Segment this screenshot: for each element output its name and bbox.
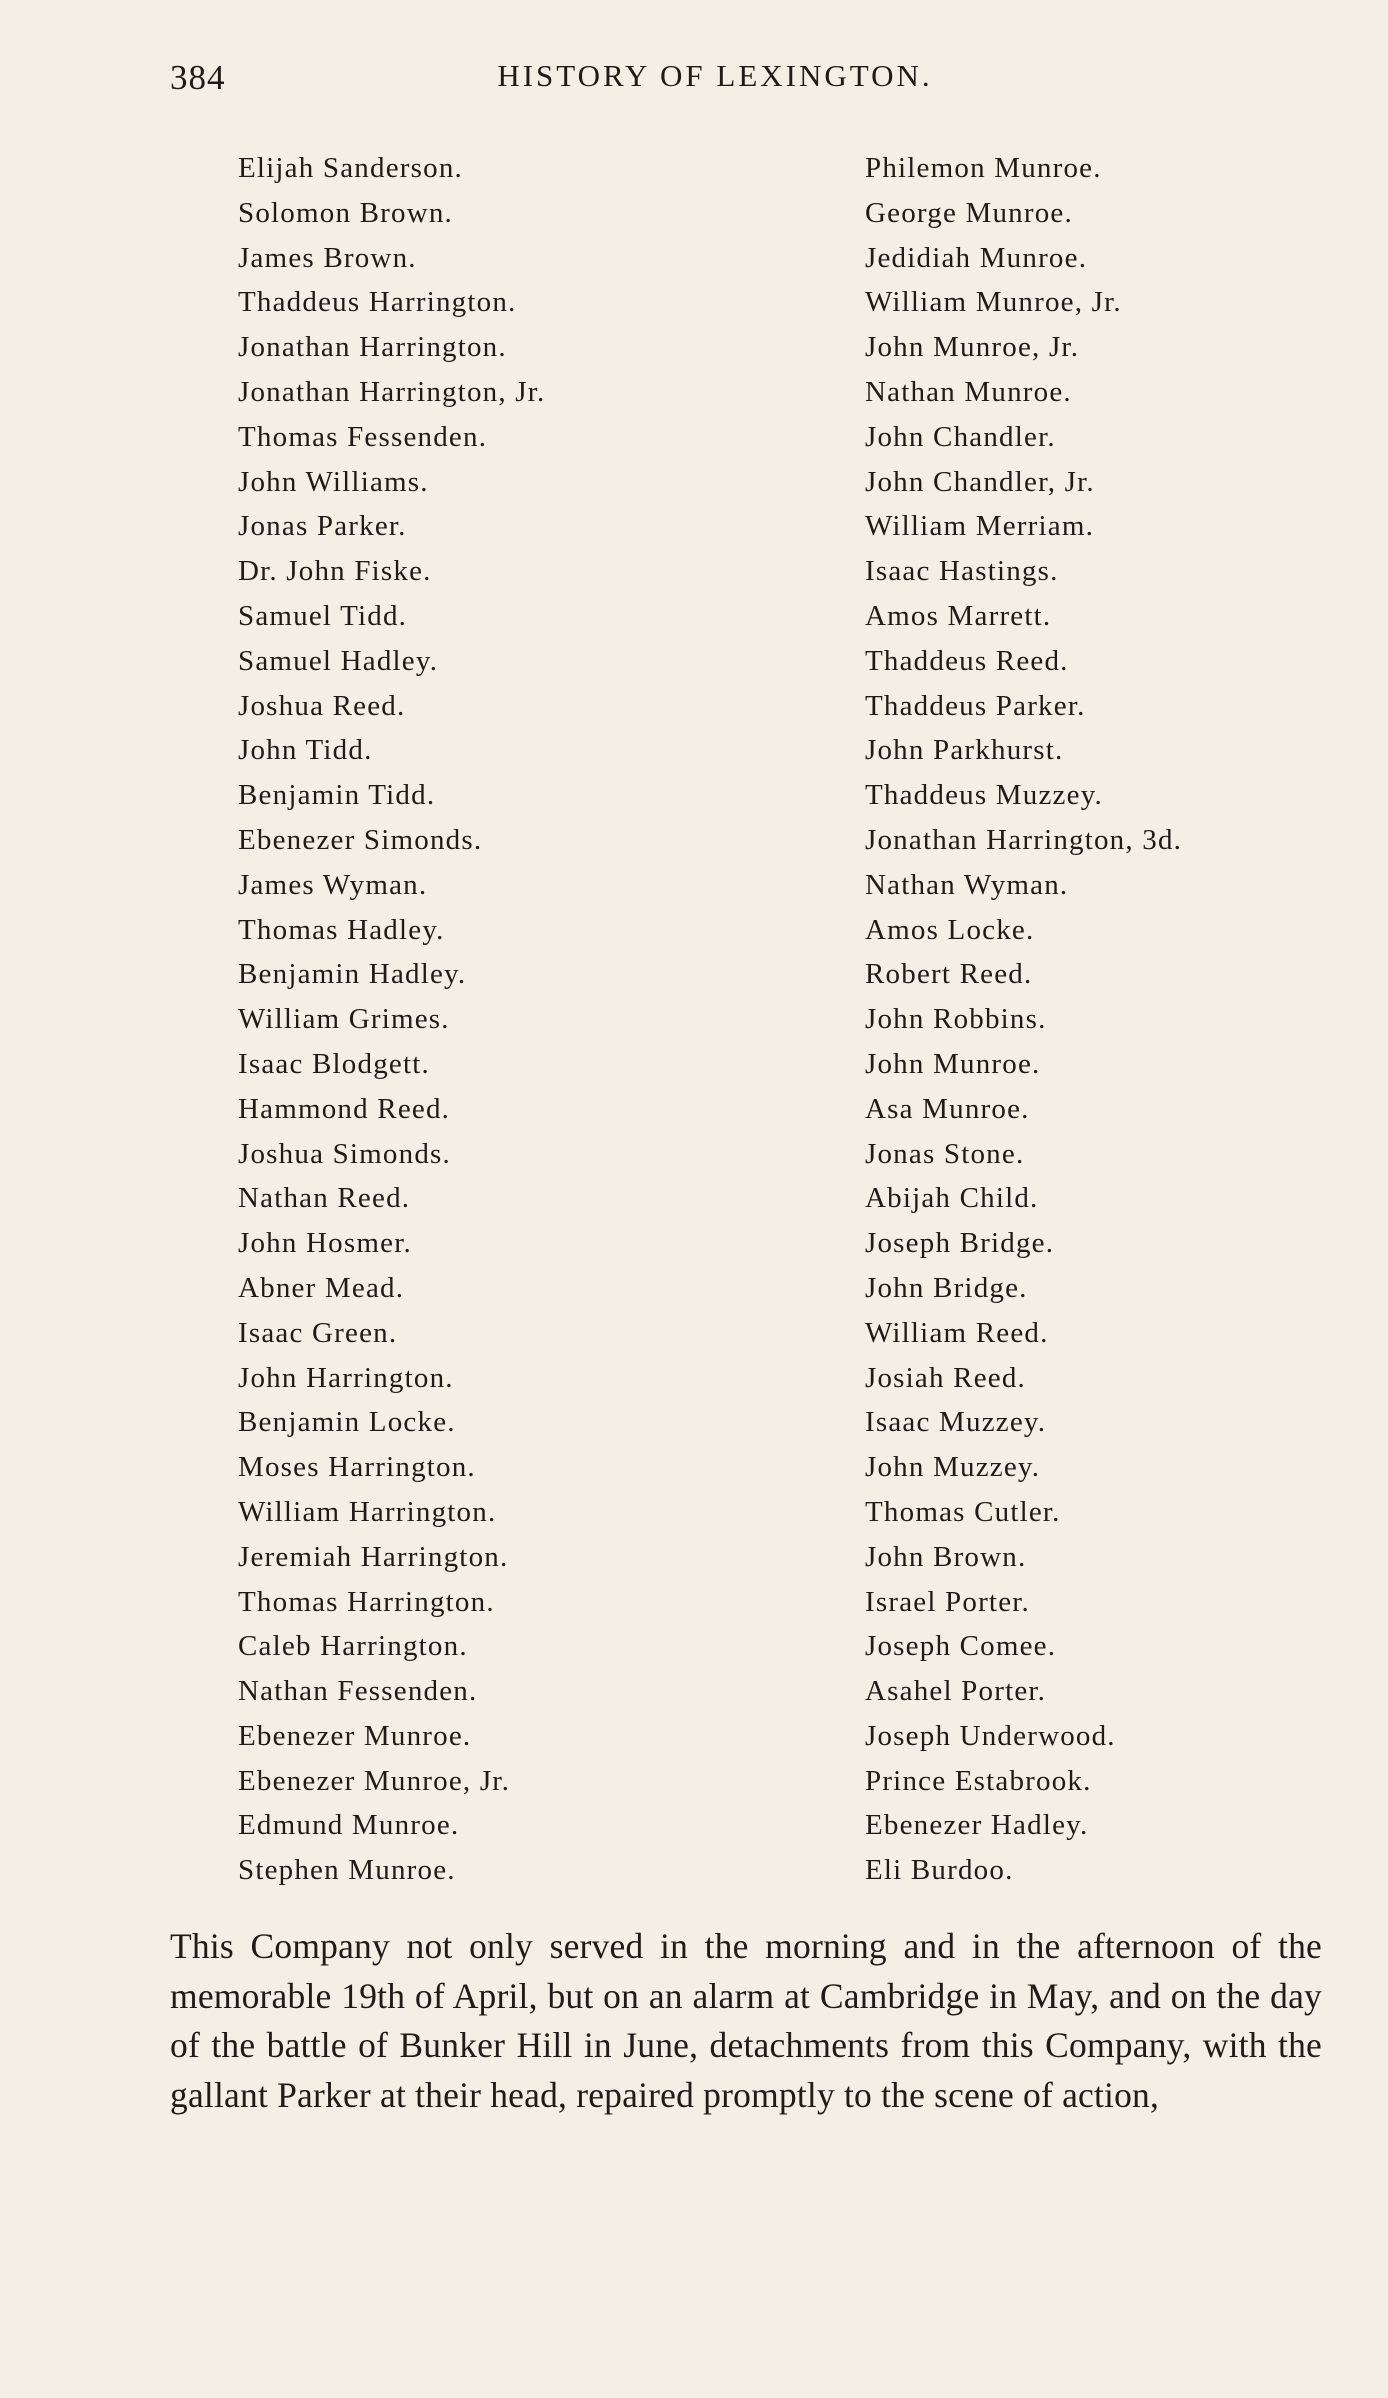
name-entry: Jedidiah Munroe. — [865, 241, 1088, 274]
name-entry: Thomas Hadley. — [238, 913, 445, 946]
name-entry: Thomas Cutler. — [865, 1495, 1061, 1528]
name-entry: Thomas Fessenden. — [238, 420, 488, 453]
name-entry: Philemon Munroe. — [865, 152, 1102, 184]
name-entry: John Muzzey. — [865, 1451, 1041, 1484]
name-entry: William Reed. — [865, 1316, 1049, 1349]
name-entry: Joshua Simonds. — [238, 1137, 451, 1170]
name-entry: William Merriam. — [865, 510, 1095, 543]
name-entry: Nathan Fessenden. — [238, 1675, 478, 1708]
name-entry: Abner Mead. — [238, 1271, 405, 1304]
name-entry: John Robbins. — [865, 1003, 1047, 1036]
name-entry: Joshua Reed. — [238, 689, 406, 722]
name-entry: William Grimes. — [238, 1003, 450, 1036]
name-entry: Abijah Child. — [865, 1182, 1039, 1215]
name-entry: Eli Burdoo. — [865, 1854, 1014, 1887]
body-paragraph: This Company not only served in the morning and in the afternoon of the memorable 19th of April, but on an alarm at Cambridge in May, and on the day of the battle of Bunker Hill in June, detachments from this Company, with the gallant Parker at their head, repaired promptly to the scene of action, — [170, 1926, 1322, 2115]
name-entry: James Brown. — [238, 241, 417, 274]
name-entry: Thaddeus Parker. — [865, 689, 1086, 722]
name-entry: John Brown. — [865, 1540, 1027, 1573]
name-entry: Hammond Reed. — [238, 1092, 451, 1125]
name-entry: John Munroe. — [865, 1047, 1041, 1080]
name-entry: John Parkhurst. — [865, 734, 1064, 767]
name-entry: Nathan Wyman. — [865, 868, 1069, 901]
name-entry: Benjamin Locke. — [238, 1406, 456, 1439]
name-entry: Joseph Comee. — [865, 1630, 1057, 1663]
name-entry: Asa Munroe. — [865, 1092, 1030, 1125]
name-entry: Thaddeus Reed. — [865, 644, 1069, 677]
name-entry: Edmund Munroe. — [238, 1809, 460, 1842]
name-entry: Israel Porter. — [865, 1585, 1030, 1618]
name-entry: Amos Marrett. — [865, 599, 1052, 632]
name-entry: Asahel Porter. — [865, 1675, 1047, 1708]
name-entry: Ebenezer Munroe. — [238, 1719, 472, 1752]
name-entry: Prince Estabrook. — [865, 1764, 1092, 1797]
name-entry: John Chandler, Jr. — [865, 465, 1095, 498]
name-entry: Isaac Muzzey. — [865, 1406, 1047, 1439]
name-entry: Jonas Stone. — [865, 1137, 1025, 1170]
name-entry: Nathan Munroe. — [865, 375, 1072, 408]
name-entry: John Harrington. — [238, 1361, 454, 1394]
name-entry: Thaddeus Harrington. — [238, 286, 517, 319]
name-entry: Isaac Blodgett. — [238, 1047, 430, 1080]
name-entry: Joseph Underwood. — [865, 1719, 1116, 1752]
name-entry: Elijah Sanderson. — [238, 152, 463, 184]
name-entry: Ebenezer Simonds. — [238, 823, 483, 856]
name-entry: Caleb Harrington. — [238, 1630, 468, 1663]
names-column-right — [865, 146, 1182, 1893]
name-entry: William Harrington. — [238, 1495, 497, 1528]
name-entry: Josiah Reed. — [865, 1361, 1026, 1394]
name-entry: John Tidd. — [238, 734, 373, 767]
name-entry: Amos Locke. — [865, 913, 1035, 946]
page-header — [170, 58, 1290, 108]
name-entry: Nathan Reed. — [238, 1182, 411, 1215]
name-entry: Solomon Brown. — [238, 196, 453, 229]
name-entry: Joseph Bridge. — [865, 1227, 1055, 1260]
name-entry: John Hosmer. — [238, 1227, 412, 1260]
name-entry: John Chandler. — [865, 420, 1056, 453]
name-entry: Stephen Munroe. — [238, 1854, 456, 1887]
page-number: 384 — [170, 58, 226, 97]
name-entry: John Williams. — [238, 465, 429, 498]
name-entry: Jonas Parker. — [238, 510, 407, 543]
name-entry: Isaac Hastings. — [865, 555, 1059, 588]
name-entry: John Munroe, Jr. — [865, 331, 1080, 364]
name-entry: Dr. John Fiske. — [238, 555, 432, 588]
name-entry: Robert Reed. — [865, 958, 1033, 991]
name-entry: James Wyman. — [238, 868, 428, 901]
name-entry: Benjamin Tidd. — [238, 779, 436, 812]
name-entry: Jonathan Harrington. — [238, 331, 507, 364]
name-entry: Samuel Tidd. — [238, 599, 408, 632]
name-entry: John Bridge. — [865, 1271, 1028, 1304]
name-entry: Thomas Harrington. — [238, 1585, 495, 1618]
name-entry: Samuel Hadley. — [238, 644, 439, 677]
name-entry: Benjamin Hadley. — [238, 958, 467, 991]
name-entry: Thaddeus Muzzey. — [865, 779, 1103, 812]
name-entry: Ebenezer Hadley. — [865, 1809, 1089, 1842]
name-entry: Moses Harrington. — [238, 1451, 476, 1484]
name-entry: Isaac Green. — [238, 1316, 398, 1349]
names-column-left — [238, 146, 545, 1893]
name-entry: Jeremiah Harrington. — [238, 1540, 509, 1573]
name-entry: Ebenezer Munroe, Jr. — [238, 1764, 511, 1797]
running-title: HISTORY OF LEXINGTON. — [497, 58, 933, 93]
name-entry: Jonathan Harrington, 3d. — [865, 823, 1183, 856]
name-entry: Jonathan Harrington, Jr. — [238, 375, 546, 408]
name-entry: George Munroe. — [865, 196, 1073, 229]
name-entry: William Munroe, Jr. — [865, 286, 1122, 319]
